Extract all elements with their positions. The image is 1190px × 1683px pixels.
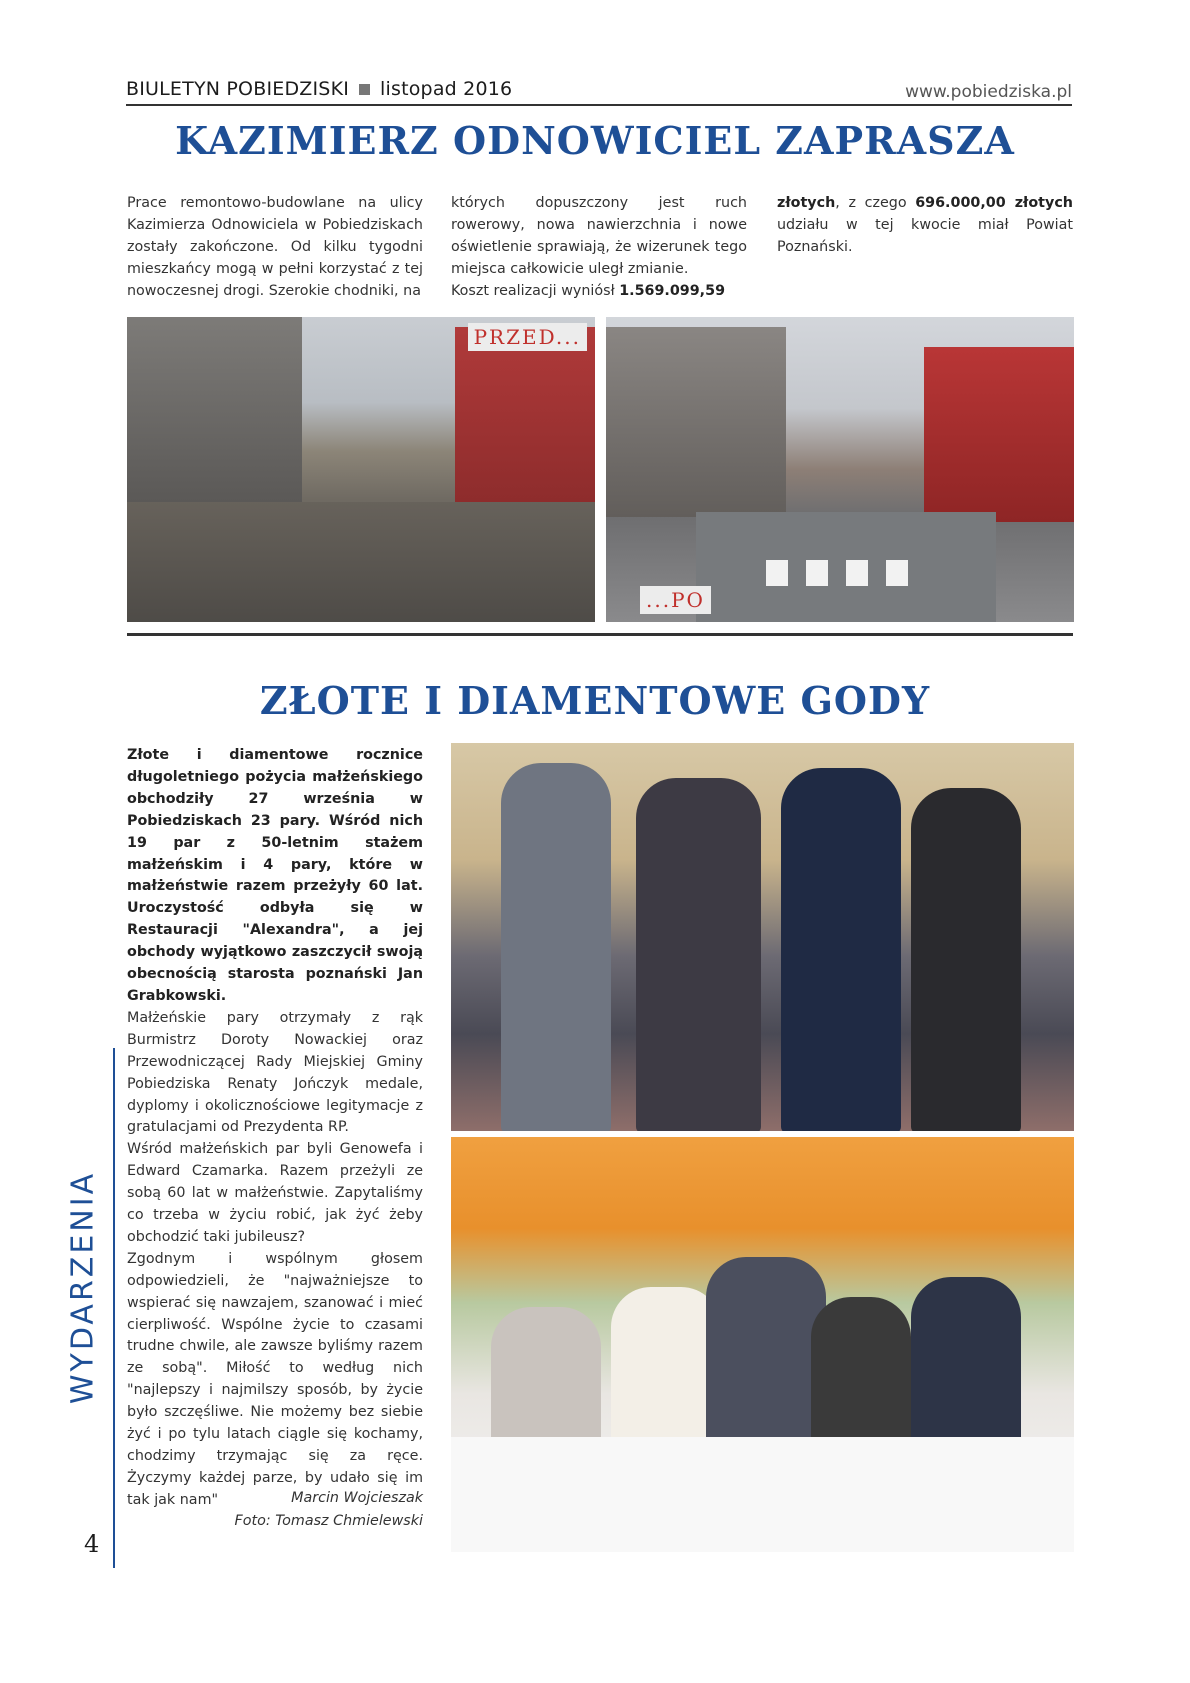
photo-tablecloth [451, 1437, 1074, 1552]
header-divider [126, 104, 1072, 106]
article1-column-2 [451, 193, 747, 303]
article-divider [127, 633, 1073, 636]
photo-person [636, 778, 761, 1131]
photo-building-right [924, 347, 1074, 522]
photo-person [911, 788, 1021, 1131]
photo-road-construction [127, 502, 595, 622]
photo-person [811, 1297, 911, 1457]
section-side-rule [113, 1048, 115, 1568]
article2-paragraph-3: Zgodnym i wspólnym głosem odpowiedzieli, że "najważniejsze to wspierać się nawzajem, szanować i mieć cierpliwość. Wspólne życie to czasami trudne chwile, ale zawsze byliśmy razem ze sobą". Miłość to według nich "najlepszy i najmilszy sposób, by życie było szczęśliwe. Nie możemy bez siebie żyć i po tylu latach ciągle się kochamy, chodzimy trzymając się za ręce. Życzymy każdej parze, by udało się im tak jak nam" [127, 1250, 423, 1508]
photo-building-left [606, 327, 786, 517]
photo-street-after [606, 317, 1074, 622]
article2-title: ZŁOTE I DIAMENTOWE GODY [259, 678, 931, 723]
publication-header [126, 78, 512, 100]
article1-column-3 [777, 193, 1073, 259]
before-label: PRZED... [468, 323, 587, 351]
photo-person [501, 763, 611, 1131]
photo-building-left [127, 317, 302, 507]
photo-credit: Foto: Tomasz Chmielewski [234, 1513, 423, 1529]
publication-name: BIULETYN POBIEDZISKI [126, 78, 350, 100]
cost-currency: złotych [777, 195, 836, 211]
article2-paragraph-2: Wśród małżeńskich par byli Genowefa i Edward Czamarka. Razem przeżyli ze sobą 60 lat w małżeństwie. Zapytaliśmy co trzeba w życiu robić, jak żyć żeby obchodzić taki jubileusz? [127, 1141, 423, 1245]
after-label: ...PO [640, 586, 711, 614]
crosswalk-stripe [766, 560, 788, 586]
photo-person [781, 768, 901, 1131]
website-link[interactable]: www.pobiedziska.pl [905, 82, 1072, 102]
cost-amount: 1.569.099,59 [619, 282, 726, 299]
article1-title: KAZIMIERZ ODNOWICIEL ZAPRASZA [175, 118, 1015, 163]
cost-connector: , z czego [835, 195, 907, 211]
photo-celebration-table [451, 1137, 1074, 1552]
page-number: 4 [84, 1530, 100, 1558]
photo-street-before [127, 317, 595, 622]
article1-column-2-text: których dopuszczony jest ruch rowerowy, nowa nawierzchnia i nowe oświetlenie sprawiają, że wizerunek tego miejsca całkowicie uległ zmianie. [451, 195, 747, 277]
photo-person [706, 1257, 826, 1457]
separator-square-icon [359, 84, 370, 95]
photo-building-right [455, 327, 595, 517]
crosswalk-stripe [806, 560, 828, 586]
article2-body [127, 745, 423, 1512]
section-label: WYDARZENIA [65, 1170, 101, 1405]
county-share-text: udziału w tej kwocie miał Powiat Poznański. [777, 216, 1073, 255]
article-author: Marcin Wojcieszak [291, 1490, 423, 1506]
county-share-amount: 696.000,00 złotych [915, 195, 1073, 211]
article1-column-1: Prace remontowo-budowlane na ulicy Kazimierza Odnowiciela w Pobiedziskach zostały zakończone. Od kilku tygodni mieszkańcy mogą w pełni korzystać z tej nowoczesnej drogi. Szerokie chodniki, na [127, 195, 423, 299]
cost-prefix: Koszt realizacji wyniósł [451, 282, 615, 299]
crosswalk-stripe [886, 560, 908, 586]
article2-lead: Złote i diamentowe rocznice długoletniego pożycia małżeńskiego obchodziły 27 września w Pobiedziskach 23 pary. Wśród nich 19 par z 50-letnim stażem małżeńskim i 4 pary, które w małżeństwie razem przeżyły 60 lat. Uroczystość odbyła się w Restauracji "Alexandra", a jej obchody wyjątkowo zaszczycił swoją obecnością starosta poznański Jan Grabkowski. [127, 747, 423, 1004]
issue-date: listopad 2016 [380, 78, 513, 100]
photo-person [911, 1277, 1021, 1447]
article2-paragraph-1: Małżeńskie pary otrzymały z rąk Burmistrz Doroty Nowackiej oraz Przewodniczącej Rady Miejskiej Gminy Pobiedziska Renaty Jończyk medale, dyplomy i okolicznościowe legitymacje z gratulacjami od Prezydenta RP. [127, 1009, 423, 1136]
crosswalk-stripe [846, 560, 868, 586]
photo-award-ceremony [451, 743, 1074, 1131]
